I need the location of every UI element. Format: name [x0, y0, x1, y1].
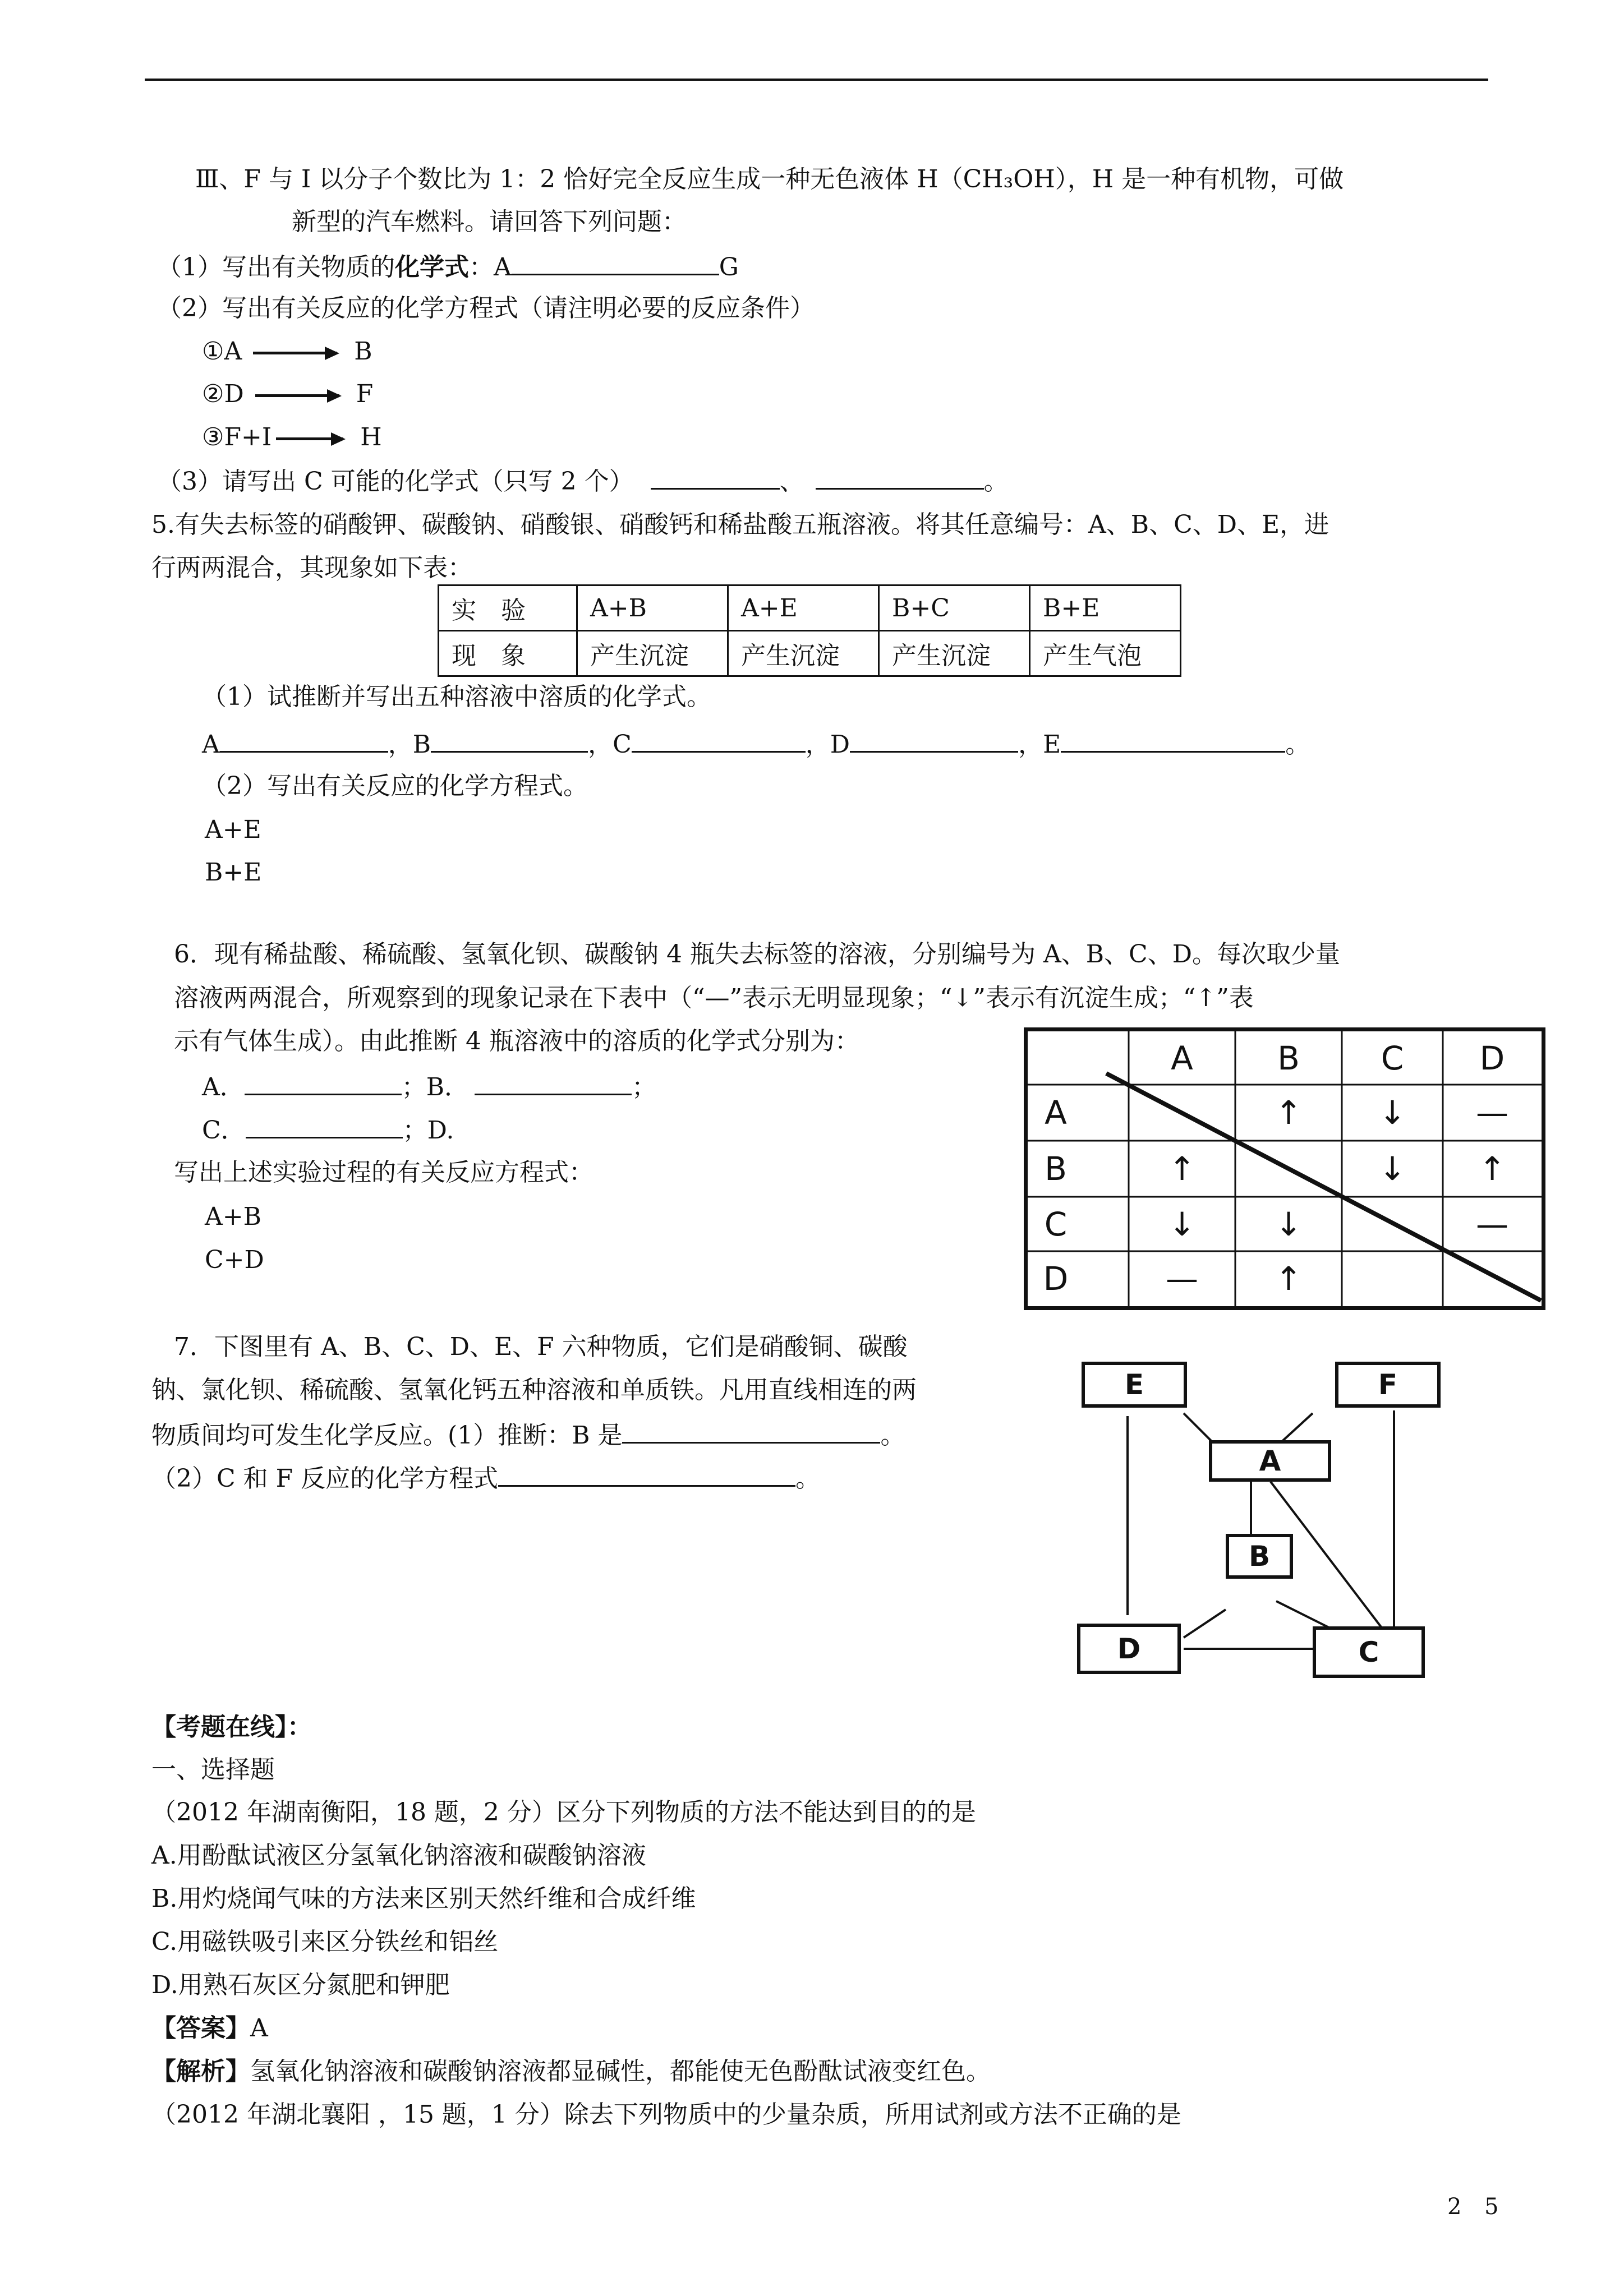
q4-sub3	[157, 463, 1009, 499]
grid-cell: ↑	[1168, 1150, 1196, 1188]
right-arrow-icon	[276, 437, 343, 440]
q6-answer-blank-a[interactable]	[245, 1069, 402, 1095]
q6-cd	[202, 1112, 454, 1147]
q4-answer-blank-a[interactable]	[512, 249, 719, 275]
answer-label: ；B．	[401, 1073, 470, 1101]
grid-cell: —	[1476, 1205, 1508, 1243]
q6-line1: 6．现有稀盐酸、稀硫酸、氢氧化钡、碳酸钠 4 瓶失去标签的溶液，分别编号为 A、B、C、D。每次取少量	[174, 940, 1340, 969]
table-cell: 产生沉淀	[577, 631, 728, 676]
online-heading: 【考题在线】：	[151, 1713, 312, 1741]
diagram-node-c: C	[1313, 1626, 1425, 1678]
grid-cell: ↑	[1478, 1150, 1506, 1188]
q4-eq3-left: ③F+I	[202, 423, 272, 451]
q4-eq2-left: ②D	[202, 380, 244, 408]
q7-line2: 钠、氯化钡、稀硫酸、氢氧化钙五种溶液和单质铁。凡用直线相连的两	[151, 1376, 917, 1404]
q4-part3-line1: Ⅲ、F 与 I 以分子个数比为 1：2 恰好完全反应生成一种无色液体 H（CH₃OH），H 是一种有机物，可做	[195, 165, 1344, 193]
answer-value: A	[250, 2014, 268, 2043]
table-cell: 现 象	[439, 631, 577, 676]
q4-sub1-prefix: （1）写出有关物质的	[157, 253, 395, 282]
grid-row-header: C	[1044, 1205, 1068, 1243]
grid-row-header: A	[1045, 1094, 1067, 1132]
q5-sub2: （2）写出有关反应的化学方程式。	[202, 772, 588, 800]
q5-answer-blank-e[interactable]	[1061, 726, 1285, 753]
right-arrow-icon	[253, 352, 337, 354]
q7-reaction-diagram	[1066, 1352, 1459, 1711]
table-cell: 实 验	[439, 585, 577, 631]
answer-label: ，C	[588, 730, 632, 759]
answer-label: C．	[202, 1116, 246, 1145]
grid-cell: ↑	[1275, 1260, 1303, 1298]
table-cell: A+E	[728, 585, 879, 631]
answer-label: ；D.	[402, 1116, 454, 1145]
grid-cell: —	[1166, 1260, 1198, 1298]
q5-line2: 行两两混合，其现象如下表：	[151, 554, 472, 582]
q7-line4-end: 。	[795, 1464, 821, 1493]
table-cell: 产生沉淀	[879, 631, 1030, 676]
q4-sub1-g: G	[719, 253, 739, 282]
q5-answer-blank-a[interactable]	[220, 726, 388, 753]
q4-eq2-right: F	[356, 380, 374, 408]
online-answer	[151, 2012, 268, 2045]
diagram-node-a: A	[1209, 1440, 1331, 1482]
q5-line1: 5.有失去标签的硝酸钾、碳酸钠、硝酸银、硝酸钙和稀盐酸五瓶溶液。将其任意编号：A、B、C、D、E，进	[151, 510, 1329, 539]
q5-experiment-table	[438, 584, 1181, 677]
online-q1-stem: （2012 年湖南衡阳，18 题，2 分）区分下列物质的方法不能达到目的的是	[151, 1798, 976, 1827]
online-q2-stem: （2012 年湖北襄阳 ，15 题，1 分）除去下列物质中的少量杂质，所用试剂或方法不正确的是	[151, 2100, 1181, 2129]
answer-label: ，B	[388, 730, 431, 759]
q4-part3-line2: 新型的汽车燃料。请回答下列问题：	[292, 208, 687, 236]
grid-cell: ↓	[1168, 1205, 1196, 1243]
q6-reaction-grid	[1024, 1027, 1545, 1310]
q5-eq2: B+E	[205, 858, 262, 887]
q4-eq3-right: H	[360, 423, 382, 451]
q4-eq3	[202, 421, 382, 454]
right-arrow-icon	[255, 394, 339, 397]
q4-sub2: （2）写出有关反应的化学方程式（请注明必要的反应条件）	[157, 294, 815, 322]
answer-label: A．	[202, 1073, 245, 1101]
q5-answers	[202, 726, 1310, 762]
q6-answer-blank-c[interactable]	[246, 1112, 403, 1138]
online-section: 一、选择题	[151, 1755, 275, 1784]
grid-col-header: D	[1479, 1039, 1505, 1077]
q4-sub1	[157, 249, 739, 284]
grid-row-header: B	[1045, 1150, 1067, 1188]
analysis-label: 【解析】	[151, 2057, 250, 2086]
table-cell: B+C	[879, 585, 1030, 631]
q6-eq2: C+D	[205, 1246, 264, 1274]
q4-eq1	[202, 335, 372, 368]
table-cell: 产生沉淀	[728, 631, 879, 676]
q6-answer-blank-b[interactable]	[475, 1069, 632, 1095]
page-number: 2 5	[1447, 2194, 1507, 2220]
grid-cell: ↓	[1378, 1150, 1406, 1188]
q4-sub3-end: 。	[983, 467, 1009, 496]
table-row	[439, 631, 1181, 676]
q4-eq1-left: ①A	[202, 337, 242, 366]
analysis-text: 氢氧化钠溶液和碳酸钠溶液都显碱性，都能使无色酚酞试液变红色。	[250, 2057, 991, 2086]
answer-label: 【答案】	[151, 2014, 250, 2043]
grid-cell: ↓	[1275, 1205, 1303, 1243]
answer-label: A	[202, 730, 220, 759]
online-q1-option-d: D.用熟石灰区分氮肥和钾肥	[151, 1971, 450, 1999]
q4-eq1-right: B	[354, 337, 372, 366]
online-q1-option-b: B.用灼烧闻气味的方法来区别天然纤维和合成纤维	[151, 1884, 696, 1913]
q4-answer-blank-c2[interactable]	[816, 463, 984, 490]
q6-line3: 示有气体生成）。由此推断 4 瓶溶液中的溶质的化学式分别为：	[174, 1027, 859, 1055]
q4-answer-blank-c1[interactable]	[651, 463, 780, 490]
q7-answer-blank-eq[interactable]	[498, 1460, 795, 1487]
q6-line2: 溶液两两混合，所观察到的现象记录在下表中（“—”表示无明显现象；“↓”表示有沉淀生成；“↑”表	[174, 984, 1254, 1012]
q7-line3-end: 。	[880, 1421, 905, 1450]
q7-line1: 7．下图里有 A、B、C、D、E、F 六种物质，它们是硝酸铜、碳酸	[174, 1333, 908, 1361]
q4-eq2	[202, 377, 373, 411]
online-analysis	[151, 2055, 991, 2088]
table-cell: A+B	[577, 585, 728, 631]
table-row	[439, 585, 1181, 631]
q6-eq-intro: 写出上述实验过程的有关反应方程式：	[174, 1158, 594, 1187]
online-q1-option-c: C.用磁铁吸引来区分铁丝和铝丝	[151, 1928, 499, 1956]
grid-col-header: C	[1381, 1039, 1404, 1077]
online-q1-option-a: A.用酚酞试液区分氢氧化钠溶液和碳酸钠溶液	[151, 1841, 646, 1870]
q5-answer-blank-b[interactable]	[431, 726, 588, 753]
table-cell: 产生气泡	[1030, 631, 1181, 676]
grid-cell: ↓	[1378, 1094, 1406, 1132]
q6-ab	[202, 1069, 656, 1104]
answer-label: ，D	[805, 730, 850, 759]
q5-answer-blank-c[interactable]	[632, 726, 806, 753]
q7-line3	[151, 1417, 905, 1453]
q7-line3-text: 物质间均可发生化学反应。(1）推断：B 是	[151, 1421, 623, 1450]
grid-col-header: A	[1171, 1039, 1193, 1077]
diagram-node-e: E	[1082, 1362, 1187, 1408]
q7-answer-blank-b[interactable]	[622, 1417, 880, 1444]
table-cell: B+E	[1030, 585, 1181, 631]
header-rule	[145, 79, 1488, 81]
q4-sub1-a: ：A	[469, 253, 512, 282]
diagram-node-b: B	[1226, 1534, 1293, 1579]
q7-line4-text: （2）C 和 F 反应的化学方程式	[151, 1464, 499, 1493]
grid-cell: ↑	[1275, 1094, 1303, 1132]
grid-cell: —	[1476, 1094, 1508, 1132]
q6-eq1: A+B	[205, 1202, 261, 1231]
q5-eq1: A+E	[205, 815, 261, 844]
q7-line4	[151, 1460, 820, 1496]
q4-sub3-text: （3）请写出 C 可能的化学式（只写 2 个）	[157, 467, 634, 496]
answer-label: ；	[632, 1073, 657, 1101]
diagram-node-f: F	[1335, 1362, 1441, 1408]
grid-row-header: D	[1043, 1260, 1069, 1298]
answer-label: ，E	[1018, 730, 1061, 759]
answer-label: 。	[1285, 730, 1310, 759]
q5-answer-blank-d[interactable]	[850, 726, 1018, 753]
diagram-node-d: D	[1077, 1624, 1181, 1674]
q4-sub1-bold: 化学式	[395, 253, 469, 282]
q4-sub3-sep: 、	[779, 467, 804, 496]
q5-sub1: （1）试推断并写出五种溶液中溶质的化学式。	[202, 683, 711, 711]
grid-col-header: B	[1277, 1039, 1300, 1077]
